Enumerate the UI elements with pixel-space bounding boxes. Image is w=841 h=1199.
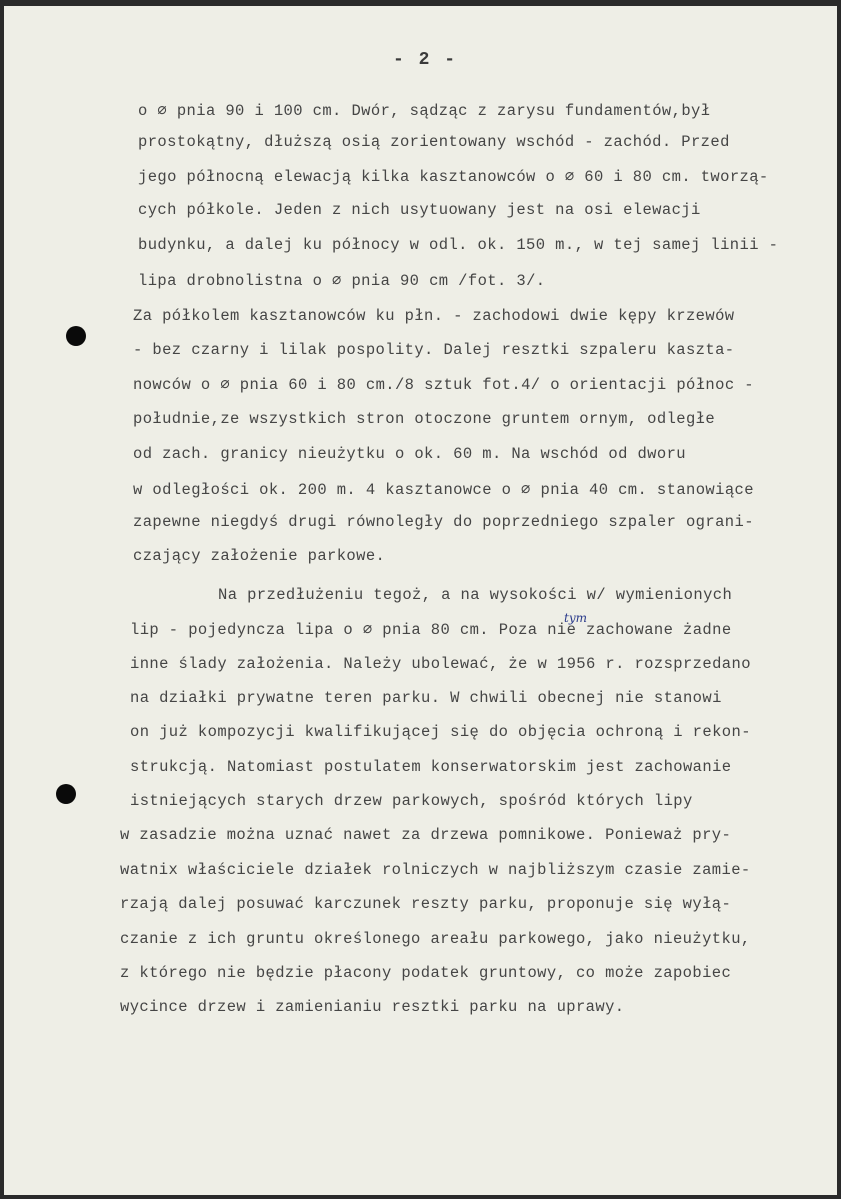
- handwritten-insertion: tym: [564, 611, 587, 625]
- text-line: inne ślady założenia. Należy ubolewać, że w 1956 r. rozsprzedano: [130, 655, 751, 673]
- text-line: rzają dalej posuwać karczunek reszty parku, proponuje się wyłą-: [120, 895, 732, 913]
- text-line: strukcją. Natomiast postulatem konserwatorskim jest zachowanie: [130, 758, 732, 776]
- text-line: wycince drzew i zamienianiu resztki parku na uprawy.: [120, 998, 625, 1016]
- text-line: czający założenie parkowe.: [133, 547, 386, 565]
- text-line: lipa drobnolistna o ∅ pnia 90 cm /fot. 3/.: [138, 272, 546, 290]
- scan-border-top: [0, 0, 841, 6]
- text-line: - bez czarny i lilak pospolity. Dalej resztki szpaleru kaszta-: [133, 341, 735, 359]
- text-line: budynku, a dalej ku północy w odl. ok. 150 m., w tej samej linii -: [138, 236, 779, 254]
- page-number: - 2 -: [392, 50, 457, 70]
- text-line: nowców o ∅ pnia 60 i 80 cm./8 sztuk fot.4/ o orientacji północ -: [133, 376, 754, 394]
- text-line: Na przedłużeniu tegoż, a na wysokości w/ wymienionych: [218, 586, 733, 604]
- text-line: na działki prywatne teren parku. W chwili obecnej nie stanowi: [130, 689, 722, 707]
- text-line: prostokątny, dłuższą osią zorientowany wschód - zachód. Przed: [138, 133, 730, 151]
- text-line: on już kompozycji kwalifikującej się do objęcia ochroną i rekon-: [130, 723, 751, 741]
- text-line: południe,ze wszystkich stron otoczone gruntem ornym, odległe: [133, 410, 716, 428]
- text-line: o ∅ pnia 90 i 100 cm. Dwór, sądząc z zarysu fundamentów,był: [138, 102, 711, 120]
- text-line: watnix właściciele działek rolniczych w najbliższym czasie zamie-: [120, 861, 751, 879]
- text-line: jego północną elewacją kilka kasztanowców o ∅ 60 i 80 cm. tworzą-: [138, 168, 769, 186]
- text-line: Za półkolem kasztanowców ku płn. - zachodowi dwie kępy krzewów: [133, 307, 735, 325]
- text-line: czanie z ich gruntu określonego areału parkowego, jako nieużytku,: [120, 930, 751, 948]
- text-line: lip - pojedyncza lipa o ∅ pnia 80 cm. Poza nie zachowane żadne: [130, 621, 732, 639]
- text-line: istniejących starych drzew parkowych, spośród których lipy: [130, 792, 693, 810]
- text-line: w odległości ok. 200 m. 4 kasztanowce o ∅ pnia 40 cm. stanowiące: [133, 481, 754, 499]
- text-line: z którego nie będzie płacony podatek gruntowy, co może zapobiec: [120, 964, 732, 982]
- text-line: zapewne niegdyś drugi równoległy do poprzedniego szpaler ograni-: [133, 513, 754, 531]
- text-line: cych półkole. Jeden z nich usytuowany jest na osi elewacji: [138, 201, 701, 219]
- scan-border-bottom: [0, 1195, 841, 1199]
- punch-hole-top: [66, 326, 86, 346]
- punch-hole-bottom: [56, 784, 76, 804]
- scan-border-left: [0, 0, 4, 1199]
- scan-border-right: [837, 0, 841, 1199]
- text-line: w zasadzie można uznać nawet za drzewa pomnikowe. Ponieważ pry-: [120, 826, 732, 844]
- text-line: od zach. granicy nieużytku o ok. 60 m. Na wschód od dworu: [133, 445, 686, 463]
